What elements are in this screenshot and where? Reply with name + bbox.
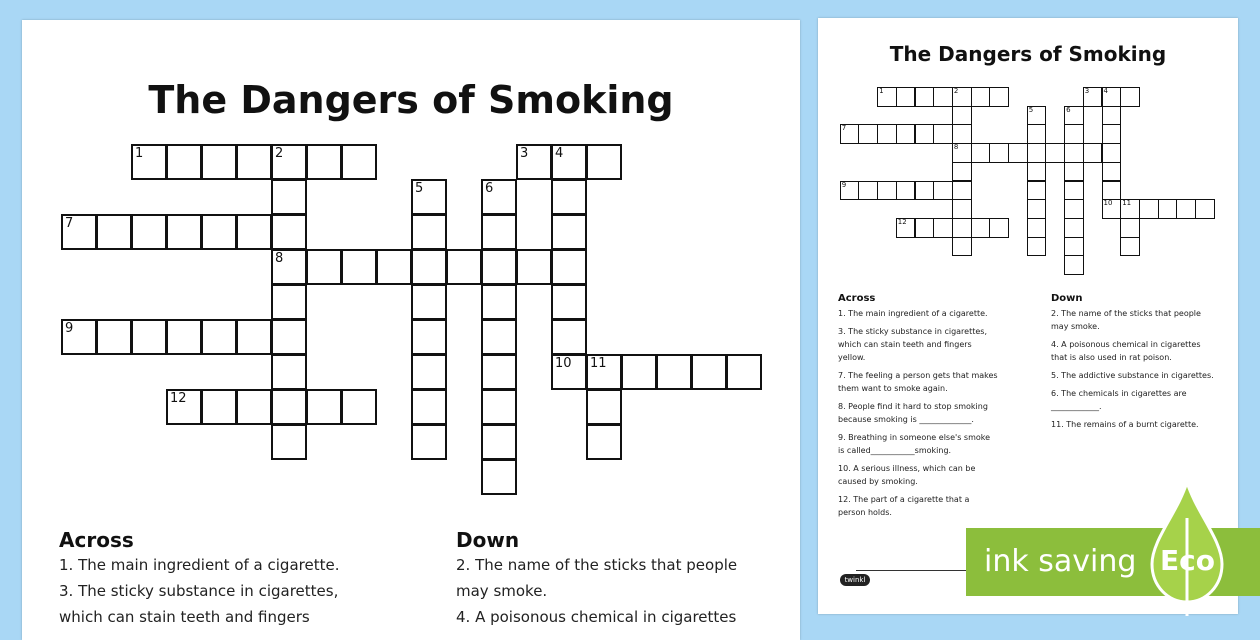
worksheet-preview-large bbox=[22, 20, 800, 640]
crossword-cell bbox=[952, 106, 972, 126]
crossword-cell bbox=[933, 87, 953, 107]
across-clue-list bbox=[838, 307, 998, 524]
crossword-cell bbox=[1064, 218, 1084, 238]
ink-saving-label: ink saving bbox=[984, 544, 1137, 579]
crossword-cell bbox=[952, 199, 972, 219]
crossword-cell bbox=[236, 214, 272, 250]
crossword-cell bbox=[1064, 237, 1084, 257]
crossword-cell bbox=[166, 319, 202, 355]
crossword-cell bbox=[201, 214, 237, 250]
clue-item: 4. A poisonous chemical in cigarettes bbox=[456, 608, 737, 626]
clue-item: 1. The main ingredient of a cigarette. bbox=[59, 556, 340, 574]
across-heading: Across bbox=[838, 293, 876, 304]
crossword-cell bbox=[726, 354, 762, 390]
crossword-cell bbox=[481, 319, 517, 355]
down-clue-list bbox=[456, 553, 756, 631]
clue-item: 11. The remains of a burnt cigarette. bbox=[1051, 420, 1199, 429]
clue-item: 2. The name of the sticks that people may smoke. bbox=[1051, 309, 1201, 331]
crossword-cell bbox=[1064, 255, 1084, 275]
clue-number: 9 bbox=[65, 321, 74, 336]
page-title: The Dangers of Smoking bbox=[148, 78, 674, 122]
across-clue-list bbox=[59, 553, 359, 631]
crossword-cell bbox=[551, 249, 587, 285]
crossword-cell bbox=[446, 249, 482, 285]
crossword-cell bbox=[915, 124, 935, 144]
crossword-cell bbox=[201, 319, 237, 355]
crossword-cell bbox=[481, 249, 517, 285]
crossword-cell bbox=[1102, 162, 1122, 182]
crossword-cell bbox=[915, 181, 935, 201]
crossword-cell bbox=[166, 214, 202, 250]
crossword-cell bbox=[236, 144, 272, 180]
crossword-cell bbox=[341, 389, 377, 425]
crossword-cell bbox=[166, 389, 202, 425]
clue-number: 5 bbox=[1028, 105, 1034, 114]
crossword-cell bbox=[516, 144, 552, 180]
clue-number: 6 bbox=[1066, 105, 1071, 114]
crossword-cell bbox=[896, 124, 916, 144]
crossword-cell bbox=[166, 144, 202, 180]
clue-item: 7. The feeling a person gets that makes them want to smoke again. bbox=[838, 371, 998, 393]
crossword-cell bbox=[131, 144, 167, 180]
crossword-cell bbox=[1083, 143, 1103, 163]
crossword-cell bbox=[271, 144, 307, 180]
crossword-cell bbox=[896, 218, 916, 238]
crossword-cell bbox=[411, 249, 447, 285]
crossword-cell bbox=[1102, 87, 1122, 107]
crossword-cell bbox=[586, 389, 622, 425]
crossword-cell bbox=[236, 319, 272, 355]
clue-item: 10. A serious illness, which can be caused by smoking. bbox=[838, 464, 976, 486]
clue-number: 12 bbox=[897, 217, 907, 226]
crossword-cell bbox=[1027, 106, 1047, 126]
crossword-cell bbox=[877, 87, 897, 107]
clue-number: 2 bbox=[953, 87, 959, 95]
crossword-cell bbox=[271, 354, 307, 390]
crossword-cell bbox=[1064, 162, 1084, 182]
crossword-cell bbox=[896, 87, 916, 107]
brand-logo: twinkl bbox=[840, 574, 870, 586]
clue-item: 8. People find it hard to stop smoking because smoking is _____________. bbox=[838, 402, 988, 424]
crossword-cell bbox=[1139, 199, 1159, 219]
clue-number: 10 bbox=[1103, 199, 1113, 208]
crossword-cell bbox=[481, 424, 517, 460]
crossword-cell bbox=[411, 354, 447, 390]
crossword-cell bbox=[858, 124, 878, 144]
crossword-cell bbox=[341, 144, 377, 180]
clue-number: 5 bbox=[415, 181, 424, 196]
crossword-cell bbox=[271, 319, 307, 355]
crossword-cell bbox=[131, 214, 167, 250]
clue-number: 6 bbox=[485, 181, 494, 196]
crossword-cell bbox=[840, 181, 860, 201]
crossword-cell bbox=[586, 354, 622, 390]
eco-label: Eco bbox=[1160, 544, 1215, 577]
crossword-cell bbox=[411, 319, 447, 355]
crossword-cell bbox=[411, 214, 447, 250]
clue-number: 10 bbox=[555, 356, 572, 371]
crossword-cell bbox=[61, 319, 97, 355]
crossword-cell bbox=[96, 214, 132, 250]
crossword-cell bbox=[989, 218, 1009, 238]
crossword-cell bbox=[586, 424, 622, 460]
clue-number: 4 bbox=[555, 146, 564, 161]
crossword-cell bbox=[1102, 106, 1122, 126]
crossword-cell bbox=[1008, 143, 1028, 163]
clue-item: 3. The sticky substance in cigarettes, bbox=[59, 582, 339, 600]
crossword-cell bbox=[96, 319, 132, 355]
crossword-cell bbox=[131, 319, 167, 355]
crossword-cell bbox=[1102, 181, 1122, 201]
crossword-cell bbox=[271, 214, 307, 250]
crossword-cell bbox=[411, 179, 447, 215]
crossword-cell bbox=[306, 389, 342, 425]
clue-number: 1 bbox=[879, 87, 884, 95]
crossword-cell bbox=[933, 218, 953, 238]
clue-number: 7 bbox=[65, 216, 74, 231]
clue-number: 11 bbox=[1122, 199, 1132, 208]
crossword-cell bbox=[1083, 87, 1103, 107]
down-heading: Down bbox=[1051, 293, 1083, 304]
crossword-cell bbox=[971, 143, 991, 163]
crossword-cell bbox=[481, 459, 517, 495]
clue-item: 9. Breathing in someone else's smoke is called___________smoking. bbox=[838, 433, 991, 455]
page-title: The Dangers of Smoking bbox=[889, 42, 1167, 66]
crossword-cell bbox=[952, 237, 972, 257]
clue-number: 9 bbox=[841, 180, 847, 189]
crossword-cell bbox=[989, 143, 1009, 163]
crossword-cell bbox=[201, 389, 237, 425]
crossword-cell bbox=[621, 354, 657, 390]
crossword-cell bbox=[952, 162, 972, 182]
crossword-cell bbox=[236, 389, 272, 425]
crossword-cell bbox=[1027, 181, 1047, 201]
crossword-cell bbox=[481, 284, 517, 320]
clue-number: 2 bbox=[275, 146, 284, 161]
clue-item: 5. The addictive substance in cigarettes. bbox=[1051, 371, 1214, 380]
crossword-cell bbox=[1158, 199, 1178, 219]
clue-number: 12 bbox=[170, 391, 187, 406]
crossword-cell bbox=[915, 218, 935, 238]
crossword-cell bbox=[1027, 143, 1047, 163]
crossword-cell bbox=[1102, 199, 1122, 219]
crossword-cell bbox=[1064, 181, 1084, 201]
crossword-cell bbox=[1027, 218, 1047, 238]
crossword-cell bbox=[481, 214, 517, 250]
down-clue-list bbox=[1051, 307, 1216, 436]
crossword-cell bbox=[989, 87, 1009, 107]
crossword-cell bbox=[1027, 199, 1047, 219]
crossword-cell bbox=[1027, 237, 1047, 257]
crossword-cell bbox=[1045, 143, 1065, 163]
crossword-cell bbox=[1102, 124, 1122, 144]
crossword-cell bbox=[551, 354, 587, 390]
crossword-cell bbox=[1064, 143, 1084, 163]
clue-item: which can stain teeth and fingers bbox=[59, 608, 310, 626]
crossword-cell bbox=[516, 249, 552, 285]
crossword-cell bbox=[1064, 106, 1084, 126]
crossword-cell bbox=[952, 124, 972, 144]
crossword-cell bbox=[551, 284, 587, 320]
crossword-cell bbox=[271, 284, 307, 320]
clue-number: 11 bbox=[590, 356, 607, 371]
crossword-cell bbox=[1064, 124, 1084, 144]
crossword-cell bbox=[1120, 218, 1140, 238]
clue-number: 7 bbox=[841, 124, 847, 133]
crossword-cell bbox=[551, 214, 587, 250]
crossword-cell bbox=[877, 124, 897, 144]
crossword-cell bbox=[551, 179, 587, 215]
crossword-cell bbox=[1176, 199, 1196, 219]
crossword-cell bbox=[691, 354, 727, 390]
crossword-cell bbox=[952, 87, 972, 107]
crossword-cell bbox=[411, 389, 447, 425]
clue-item: 4. A poisonous chemical in cigarettes that is also used in rat poison. bbox=[1051, 340, 1201, 362]
crossword-cell bbox=[933, 181, 953, 201]
crossword-cell bbox=[271, 389, 307, 425]
crossword-cell bbox=[201, 144, 237, 180]
crossword-cell bbox=[306, 249, 342, 285]
crossword-cell bbox=[551, 144, 587, 180]
crossword-cell bbox=[1027, 162, 1047, 182]
crossword-cell bbox=[971, 218, 991, 238]
crossword-cell bbox=[306, 144, 342, 180]
crossword-cell bbox=[1102, 143, 1122, 163]
crossword-cell bbox=[1064, 199, 1084, 219]
clue-item: 6. The chemicals in cigarettes are ____________. bbox=[1051, 389, 1187, 411]
clue-number: 1 bbox=[135, 146, 144, 161]
crossword-cell bbox=[656, 354, 692, 390]
clue-number: 8 bbox=[275, 251, 284, 266]
clue-item: 3. The sticky substance in cigarettes, which can stain teeth and fingers yellow. bbox=[838, 327, 987, 362]
crossword-cell bbox=[877, 181, 897, 201]
crossword-cell bbox=[586, 144, 622, 180]
crossword-cell bbox=[1120, 87, 1140, 107]
crossword-cell bbox=[952, 218, 972, 238]
clue-number: 3 bbox=[1084, 87, 1090, 95]
crossword-cell bbox=[1120, 237, 1140, 257]
crossword-cell bbox=[971, 87, 991, 107]
crossword-cell bbox=[411, 424, 447, 460]
crossword-cell bbox=[271, 249, 307, 285]
clue-item: 2. The name of the sticks that people bbox=[456, 556, 738, 574]
crossword-cell bbox=[1120, 199, 1140, 219]
crossword-cell bbox=[411, 284, 447, 320]
clue-item: 12. The part of a cigarette that a person holds. bbox=[838, 495, 970, 517]
clue-number: 3 bbox=[520, 146, 529, 161]
crossword-cell bbox=[376, 249, 412, 285]
crossword-cell bbox=[952, 143, 972, 163]
down-heading: Down bbox=[456, 528, 520, 552]
crossword-cell bbox=[896, 181, 916, 201]
crossword-cell bbox=[933, 124, 953, 144]
clue-number: 8 bbox=[953, 143, 959, 152]
clue-number: 4 bbox=[1103, 87, 1108, 95]
crossword-cell bbox=[481, 354, 517, 390]
crossword-cell bbox=[1027, 124, 1047, 144]
crossword-cell bbox=[1195, 199, 1215, 219]
crossword-cell bbox=[341, 249, 377, 285]
crossword-cell bbox=[481, 179, 517, 215]
crossword-cell bbox=[61, 214, 97, 250]
crossword-cell bbox=[551, 319, 587, 355]
clue-item: 1. The main ingredient of a cigarette. bbox=[838, 309, 988, 318]
crossword-cell bbox=[481, 389, 517, 425]
across-heading: Across bbox=[59, 528, 134, 552]
crossword-cell bbox=[858, 181, 878, 201]
clue-item: may smoke. bbox=[456, 582, 548, 600]
crossword-cell bbox=[915, 87, 935, 107]
crossword-cell bbox=[271, 179, 307, 215]
crossword-cell bbox=[952, 181, 972, 201]
crossword-cell bbox=[840, 124, 860, 144]
crossword-cell bbox=[271, 424, 307, 460]
